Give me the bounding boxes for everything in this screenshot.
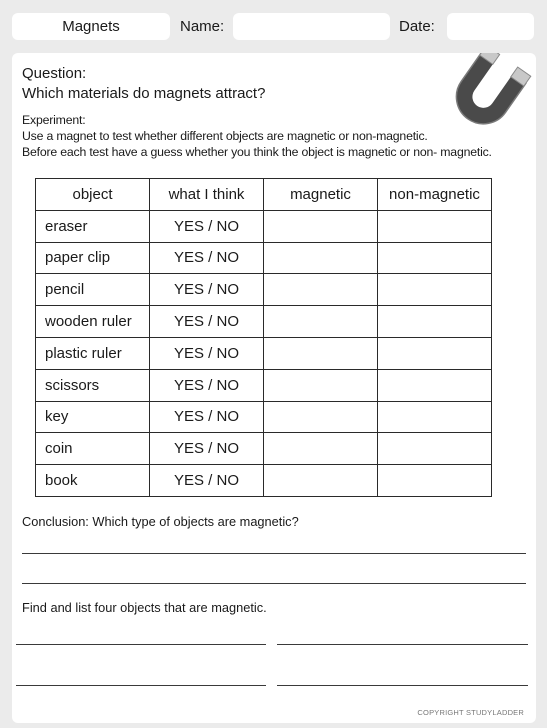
guess-cell[interactable]: YES / NO xyxy=(150,242,264,274)
copyright-notice: COPYRIGHT STUDYLADDER xyxy=(417,708,524,717)
object-cell: scissors xyxy=(36,369,150,401)
conclusion-answer-line-1[interactable] xyxy=(22,553,526,554)
object-cell: key xyxy=(36,401,150,433)
table-row xyxy=(36,433,492,465)
table-row xyxy=(36,369,492,401)
results-table xyxy=(35,178,492,497)
experiment-label: Experiment: xyxy=(22,113,86,127)
date-field[interactable] xyxy=(447,13,534,40)
magnetic-cell[interactable] xyxy=(264,306,378,338)
magnetic-cell[interactable] xyxy=(264,210,378,242)
object-cell: plastic ruler xyxy=(36,337,150,369)
non-magnetic-cell[interactable] xyxy=(378,401,492,433)
object-cell: eraser xyxy=(36,210,150,242)
find-objects-prompt: Find and list four objects that are magnetic. xyxy=(22,600,267,615)
header-what-i-think: what I think xyxy=(150,179,264,211)
table-row xyxy=(36,242,492,274)
guess-cell[interactable]: YES / NO xyxy=(150,465,264,497)
experiment-line-1: Use a magnet to test whether different objects are magnetic or non-magnetic. xyxy=(22,129,428,143)
magnetic-cell[interactable] xyxy=(264,465,378,497)
guess-cell[interactable]: YES / NO xyxy=(150,274,264,306)
guess-cell[interactable]: YES / NO xyxy=(150,369,264,401)
guess-cell[interactable]: YES / NO xyxy=(150,306,264,338)
question-label: Question: xyxy=(22,65,87,82)
table-row xyxy=(36,337,492,369)
answer-line-4[interactable] xyxy=(277,685,528,686)
header-non-magnetic: non-magnetic xyxy=(378,179,492,211)
table-row xyxy=(36,274,492,306)
name-field[interactable] xyxy=(233,13,390,40)
conclusion-answer-line-2[interactable] xyxy=(22,583,526,584)
magnetic-cell[interactable] xyxy=(264,433,378,465)
guess-cell[interactable]: YES / NO xyxy=(150,337,264,369)
non-magnetic-cell[interactable] xyxy=(378,306,492,338)
date-label: Date: xyxy=(399,18,435,35)
magnetic-cell[interactable] xyxy=(264,401,378,433)
answer-line-1[interactable] xyxy=(16,644,266,645)
table-header-row xyxy=(36,179,492,211)
non-magnetic-cell[interactable] xyxy=(378,210,492,242)
experiment-line-2: Before each test have a guess whether you think the object is magnetic or non- magnetic. xyxy=(22,145,492,159)
worksheet-title: Magnets xyxy=(12,13,170,40)
magnetic-cell[interactable] xyxy=(264,274,378,306)
name-label: Name: xyxy=(180,18,225,35)
worksheet-card xyxy=(12,53,536,723)
question-block xyxy=(22,64,265,104)
guess-cell[interactable]: YES / NO xyxy=(150,401,264,433)
non-magnetic-cell[interactable] xyxy=(378,274,492,306)
object-cell: coin xyxy=(36,433,150,465)
object-cell: pencil xyxy=(36,274,150,306)
conclusion-prompt: Conclusion: Which type of objects are magnetic? xyxy=(22,514,299,529)
non-magnetic-cell[interactable] xyxy=(378,369,492,401)
experiment-block xyxy=(22,112,492,160)
non-magnetic-cell[interactable] xyxy=(378,242,492,274)
object-cell: wooden ruler xyxy=(36,306,150,338)
non-magnetic-cell[interactable] xyxy=(378,465,492,497)
non-magnetic-cell[interactable] xyxy=(378,337,492,369)
guess-cell[interactable]: YES / NO xyxy=(150,433,264,465)
answer-line-3[interactable] xyxy=(16,685,266,686)
table-row xyxy=(36,465,492,497)
magnetic-cell[interactable] xyxy=(264,369,378,401)
header-magnetic: magnetic xyxy=(264,179,378,211)
answer-line-2[interactable] xyxy=(277,644,528,645)
magnetic-cell[interactable] xyxy=(264,337,378,369)
magnetic-cell[interactable] xyxy=(264,242,378,274)
table-row xyxy=(36,401,492,433)
table-row xyxy=(36,210,492,242)
question-text: Which materials do magnets attract? xyxy=(22,85,266,102)
header-object: object xyxy=(36,179,150,211)
object-cell: paper clip xyxy=(36,242,150,274)
table-row xyxy=(36,306,492,338)
guess-cell[interactable]: YES / NO xyxy=(150,210,264,242)
non-magnetic-cell[interactable] xyxy=(378,433,492,465)
object-cell: book xyxy=(36,465,150,497)
